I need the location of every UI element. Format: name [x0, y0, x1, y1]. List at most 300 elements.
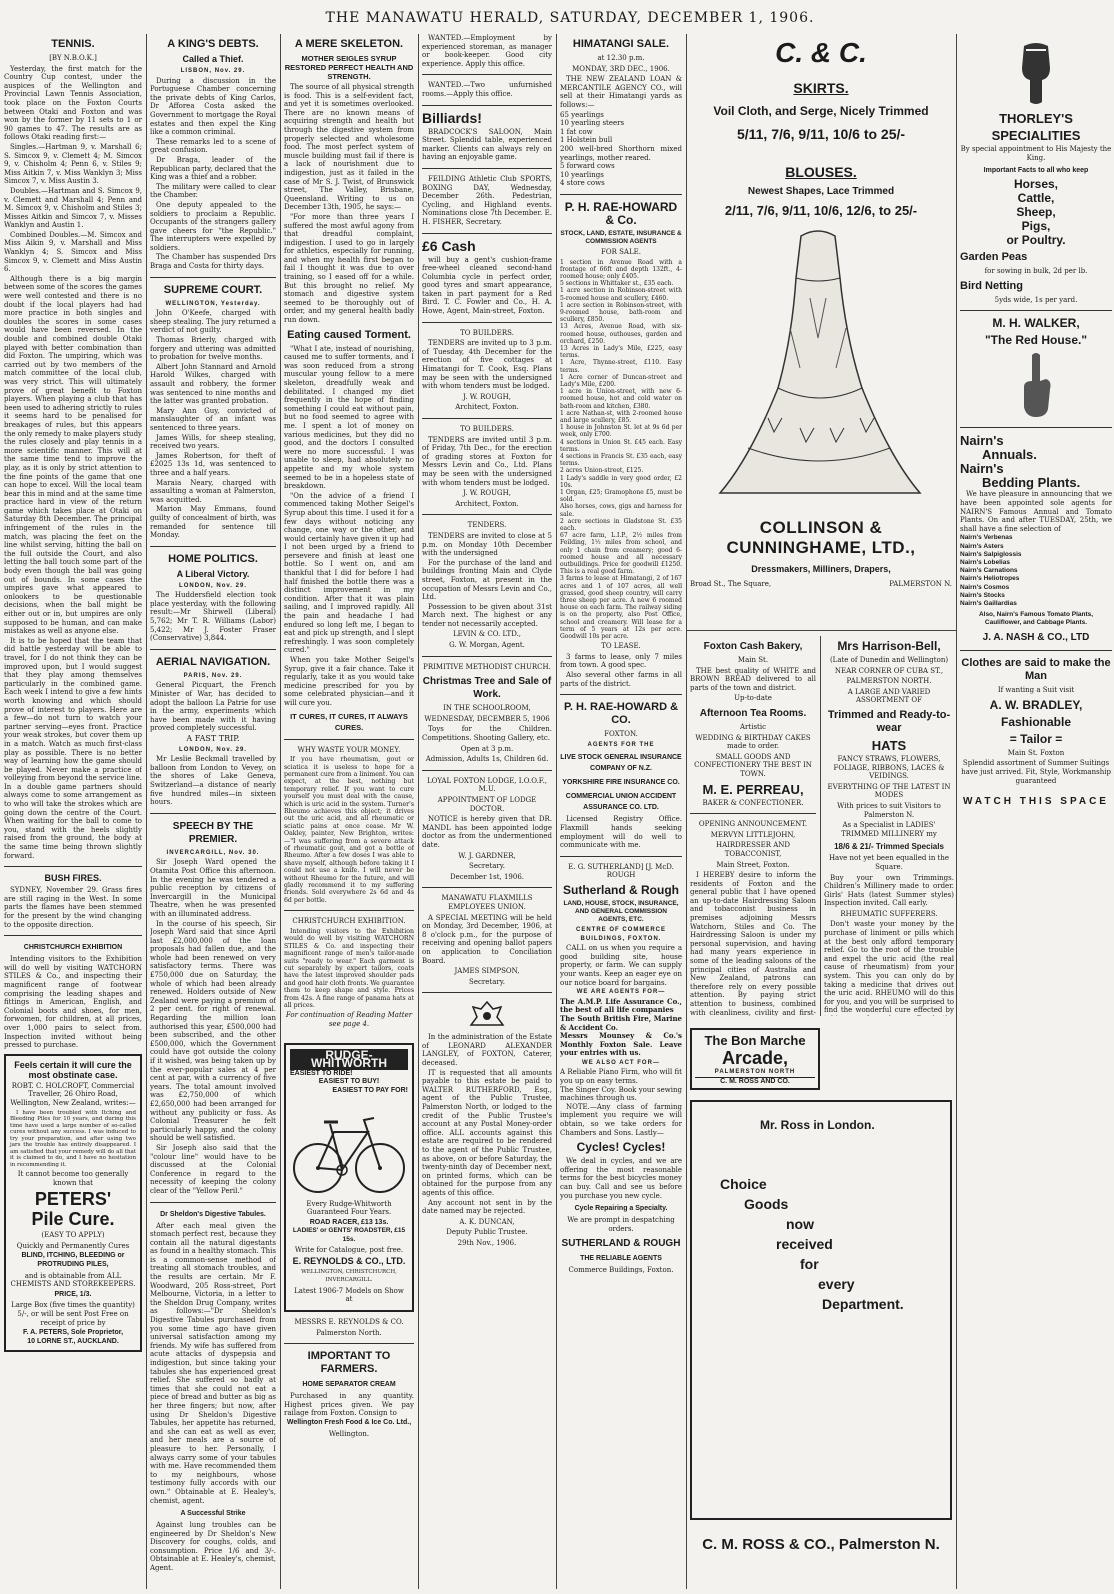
property-item: 4 sections in Union St. £45 each. Easy terms. — [560, 438, 682, 453]
christmas-open: Open at 3 p.m. — [460, 744, 514, 753]
piles-brand: PETERS' — [34, 1189, 112, 1210]
stock-item: 10 yearlings — [560, 170, 604, 179]
bon-marche-town: PALMERSTON NORTH — [714, 1069, 796, 1075]
piles-address: 10 LORNE ST., AUCKLAND. — [27, 1337, 119, 1345]
bell-town: PALMERSTON NORTH. — [846, 677, 932, 686]
church-title: PRIMITIVE METHODIST CHURCH. — [423, 662, 551, 671]
plant-item: Nairn's Lobelias — [960, 558, 1010, 566]
stock-item: 1 fat cow — [560, 127, 593, 136]
plant-item: Nairn's Cosmos — [960, 583, 1010, 591]
classified-ad: THE NEW ZEALAND LOAN & MERCANTILE AGENCY CO., will sell at their Himatangi yards as follows:— — [560, 75, 682, 109]
divider — [422, 168, 552, 169]
property-item: 2 acre sections in Gladstone St. £35 each. — [560, 517, 682, 533]
property-item: 13 Acres in Lady's Mile, £225, easy terms. — [560, 344, 682, 360]
article-para: Maraia Neary, charged with assaulting a woman at Palmerston, was acquitted. — [150, 478, 276, 504]
barber-role: HAIRDRESSER AND TOBACCONIST, — [715, 841, 791, 858]
divider — [560, 694, 682, 695]
for-sale-label: FOR SALE. — [601, 247, 641, 256]
plant-item: Nairn's Heliotropes — [960, 575, 1020, 583]
now-line: now — [786, 1216, 814, 1232]
column-rule — [820, 636, 821, 1016]
dateline: LONDON, Nov. 29. — [179, 746, 247, 753]
divider — [150, 546, 276, 547]
divider — [150, 649, 276, 650]
article-para: John O'Keefe, charged with sheep stealing. The jury returned a verdict of not guilty. — [150, 309, 276, 335]
cc-address-row — [690, 580, 952, 588]
article-para: Intending visitors to the Exhibition would do well by visiting WATCHORN STILES & Co. and inspecting their magnificent range of men's tailor-made suits "ready to wear." Each garment is cut separately by expert tailors, coats have the latest improved shoulder pads and good hair cloth fronts. We guarantee them to keep shape and style. Prices from 42s. A fine range of panama hats at all prices. — [284, 927, 414, 1009]
fast-trip-title: A FAST TRIP. — [186, 734, 240, 743]
column-rule — [280, 34, 281, 1589]
farmers-title: IMPORTANT TO FARMERS. — [307, 1350, 391, 1376]
bakery-and-barber — [690, 636, 816, 1016]
christmas-title: Christmas Tree and Sale of Work. — [422, 676, 552, 701]
property-item: 4 sections in Francis St. £35 each, easy terms. — [560, 452, 682, 468]
bon-marche-box — [690, 1100, 952, 1520]
divider — [960, 650, 1112, 651]
home-politics-title: HOME POLITICS. — [168, 552, 258, 565]
dateline: WELLINGTON, Yesterday. — [165, 300, 261, 307]
article-para: The Huddersfield election took place yesterday, with the following result:—Mr Shirwell (Liberal) 5,762; Mr T. R. Williams (Labor) 5,422; Mr J. Foster Fraser (Conservative) 3,844. — [150, 591, 276, 643]
property-list — [560, 259, 682, 641]
article-para: James Robertson, for theft of £2025 13s 1d, was sentenced to three and a half years. — [150, 451, 276, 477]
bradley-para: Splendid assortment of Summer Suitings have just arrived. Fit, Style, Workmanship guaranteed — [961, 759, 1111, 785]
barber-name: MERVYN LITTLEJOHN, — [710, 830, 796, 839]
agents-label: WE ARE AGENTS FOR— — [576, 989, 666, 996]
for-line: for — [800, 1256, 819, 1272]
pigs-label: Pigs, — [1021, 219, 1051, 234]
sutherland-rough-subtitle: LAND, HOUSE, STOCK, INSURANCE, AND GENERAL COMMISSION AGENTS, ETC. — [563, 899, 679, 923]
bell-special: As a Specialist in LADIES' TRIMMED MILLINERY my — [841, 821, 937, 838]
bell-special-prices: 18/6 & 21/- Trimmed Specials — [834, 842, 944, 852]
article-para: Sir Joseph Ward opened the Otamita Post Office this afternoon. In the evening he was tendered a public reception by citizens of Invercargill in the Municipal Theatre, when he was presented with an illuminated address. — [150, 858, 276, 918]
local-dealer-town: Palmerston North. — [316, 1328, 382, 1337]
rudge-dealer-address: WELLINGTON, CHRISTCHURCH, INVERCARGILL. — [301, 1268, 397, 1284]
tennis-para: It is to be hoped that the team that did battle yesterday will be able to travel, for I do not think they can be improved upon, but I would suggest that they play among themselves particularly in the combined game. Each week I intend to give a few hints worth knowing and which should prove of interest to players. Here are a few—do not turn to watch your partner serving—eyes front. Practice your weak strokes, but cover them up in a match. Watch as much first-class play as possible. There is no better way of learning how the game should be played. Never make a practice of volleying from beyond the service line. In a double game partners should always come to some arrangement as to who will take the strokes which are going down the centre of the Court. When waiting for the ball to come to you, stand with the heels slightly raised from the ground, the body at the same time being thrown slightly forward. — [4, 636, 142, 860]
classified-ad: We deal in cycles, and we are offering the most reasonable terms for the best bicycles money can buy. Call and see us before you purchase you new cycle. — [560, 1157, 682, 1200]
classified-ad: will buy a gent's cushion-frame free-wheel cleaned second-hand Columbia cycle in perfect order, good tyres and smart appearance, taken in part payment for a Red Bird. T. C. Fowler and Co., H. A. Howe, Agent, Main-street, Foxton. — [422, 255, 552, 316]
thorley-facts: Important Facts to all who keep — [983, 167, 1089, 175]
notice-date: 29th Nov., 1906. — [457, 1238, 517, 1247]
divider — [686, 630, 956, 631]
bird-netting-title: Bird Netting — [960, 279, 1023, 292]
bird-netting-price: 5yds wide, 1s per yard. — [994, 295, 1078, 304]
nairn-annuals: Annuals. — [982, 447, 1037, 463]
divider — [422, 418, 552, 419]
column-3 — [284, 34, 414, 1589]
continuation-note: For continuation of Reading Matter see page 4. — [285, 1011, 413, 1028]
union-title: MANAWATU FLAXMILLS EMPLOYEES UNION. — [441, 894, 533, 911]
christmas-location: IN THE SCHOOLROOM, — [443, 704, 531, 713]
nairn-bedding: Nairn's — [960, 461, 1004, 477]
agents-label: AGENTS FOR THE — [587, 741, 655, 748]
sale-date: MONDAY, 3RD DEC., 1906. — [572, 64, 670, 73]
skirts-prices: 5/11, 7/6, 9/11, 10/6 to 25/- — [736, 126, 906, 142]
divider — [284, 910, 414, 911]
signature: J. W. ROUGH, — [463, 489, 511, 498]
tennis-para: Doubles.—Hartman and S. Simcox 9, v. Clemett and Marshall 4; Penn and M. Simcox 9, v. Chisholm and Stiles 3; Misses Aitkin and Simcox 7, v. Misses Wanklyn and Austin 1. — [4, 186, 142, 230]
stock-list — [560, 111, 682, 188]
bell-para: Buy your own Trimmings. Children's Millinery made to order. Girls' Hats (latest Summer styles) Inspection invited. Call early. — [824, 873, 954, 908]
column-4 — [422, 34, 552, 1589]
sutherland-rough-footer: SUTHERLAND & ROUGH — [561, 1238, 681, 1250]
home-politics-subtitle: A Liberal Victory. — [176, 568, 250, 579]
bell-address: NEAR CORNER OF CUBA ST., — [834, 666, 944, 675]
column-rule — [556, 34, 557, 1589]
property-item: 1 acre in Union-street, with new 6-roomed house, hot and cold water on bath-room and kitchen, £380. — [560, 388, 682, 410]
property-item: 1 Lady's saddle in very good order, £2 10s. — [560, 474, 682, 489]
divider — [422, 992, 552, 993]
tennis-para: Although there is a big margin between some of the scores the games were well contested and there is no doubt if the local players had had more practice in both singles and doubles the scores in some cases would have been reversed. In the double and combined double Otaki played with better combination than did Foxton. The umpiring, which was carried out by two members of the match committee of the local club, was very strict. This will ultimately prove of great benefit to Foxton players. When playing a club that has been used to adhering strictly to rules it seems hard to be penalised for breakages of rules, but this appears the only remedy to make players study the rules closely and play tennis in a more scientific manner. This will at the same time tend to improve the play, as it is only by strict attention to the fine points of the game that one can hope to excel. Will the local team bear this in mind and at the same time practice hard in view of the return game which takes place at Otaki on Saturday 8th December. The principal infringement of the rules in the match, was placing the feet on the line whilst serving, hitting the ball on the full outside the Court, and also letting the ball touch some part of the body even though the ball was going out of bounds. In some cases the umpires gave what appeared to onlookers to be questionable decisions, when the ball might be either out or in, but umpires are only supposed to be human, and can make mistakes as well as anyone else. — [4, 274, 142, 636]
bell-trimmed: Trimmed and Ready-to-wear — [827, 708, 951, 734]
classified-ad: FEILDING Athletic Club SPORTS, BOXING DAY, Wednesday, December 26th. Pedestrian, Cycling, and Highland events. Nominations close 7th December. E. H. FISHER, Secretary. — [422, 174, 552, 226]
piles-kinds: BLIND, ITCHING, BLEEDING or PROTRUDING PILES, — [21, 1252, 125, 1268]
classified-ad: IT is requested that all amounts payable to this estate be paid to WALTER RUTHERFORD, Esq., agent of the Public Trustee, Palmerston North, or lodged to the credit of the Public Trustee's account at any Postal Money-order office. ALL accounts against this estate are required to be rendered to the agent of the Public Trustee, as above, on or before Saturday, the twenty-ninth day of December next, on printed forms, which can be obtained for the purpose from any agents of this office. — [422, 1068, 552, 1197]
tennis-byline: [BY N.B.O.K.] — [49, 54, 97, 62]
property-item: 1 Acre corner of Duncan-street and Lady's Mile, £200. — [560, 373, 682, 388]
classified-ad: WANTED.—Employment by experienced storeman, as manager or book-keeper. Good city experience. Apply this office. — [422, 34, 552, 68]
classified-ad: WANTED.—Two unfurnished rooms.—Apply this office. — [422, 81, 552, 98]
classified-ad: TENDERS are invited until 3 p.m. of Friday, 7th Dec., for the erection of grading stores at Foxton for Messrs Levin and Co., Ltd. Plans may be seen with the undersigned with whom tenders must be lodged. — [422, 435, 552, 487]
article-para: The Chamber has suspended Drs Braga and Costa for thirty days. — [150, 253, 276, 271]
article-para: These remarks led to a scene of great confusion. — [150, 137, 276, 155]
property-item: 1 Organ, £25; Gramophone £5, must be sold. — [560, 489, 682, 504]
ross-london: Mr. Ross in London. — [760, 1118, 875, 1132]
divider — [422, 656, 552, 657]
divider — [422, 322, 552, 323]
piles-proprietor: F. A. PETERS, Sole Proprietor, — [22, 1329, 124, 1337]
divider — [960, 310, 1112, 311]
classified-ad: TENDERS are invited up to 3 p.m. of Tuesday, 4th December for the erection of five cottages at Himatangi for T. Cook, Esq. Plans may be seen with the undersigned with whom tenders must be lodged. — [422, 339, 552, 391]
bell-name: Mrs Harrison-Bell, — [837, 639, 941, 653]
barber-address: Main Street, Foxton. — [716, 860, 790, 869]
article-para: The military were called to clear the Chamber. — [150, 182, 276, 200]
signature: J. W. ROUGH, — [463, 392, 511, 401]
piles-testimonial-from: ROBT. C. HOLCROFT, Commercial Traveller, 26 Ohiro Road, Wellington, New Zealand, writes:— — [10, 1081, 136, 1107]
signature: LEVIN & CO. LTD., — [452, 630, 522, 639]
agency-item: A Reliable Piano Firm, who will fit you up on easy terms. — [560, 1068, 682, 1086]
column-rule — [418, 34, 419, 1589]
piles-ad — [4, 1054, 142, 1353]
bon-marche-footer: C. M. ROSS & CO., Palmerston N. — [702, 1536, 940, 1553]
buildings-line: Commerce Buildings, Foxton. — [568, 1266, 674, 1275]
property-item: Also horses, cows, gigs and harness for sale. — [560, 503, 682, 518]
plant-item: Nairn's Gaillardias — [960, 599, 1017, 607]
classified-ad: Toys for the Children. Competitions. Shooting Gallery, etc. — [422, 725, 552, 743]
eating-title: Eating caused Torment. — [287, 328, 411, 341]
christmas-admission: Admission, Adults 1s, Children 6d. — [425, 755, 549, 764]
exhibition-para: Intending visitors to the Exhibition will do well by visiting WATCHORN STILES & Co., and inspecting their magnificent range of footwear comprising the leading shapes and fittings in American, English, and Colonial boots and shoes, for men, forwomen, for children, at all prices, over 1,000 pairs to select from. Inspection invited without being pressed to purchase. — [4, 955, 142, 1050]
stock-item: 1 Holstein bull — [560, 136, 613, 145]
dateline: INVERCARGILL, Nov. 30. — [166, 849, 260, 856]
agency-item: Messrs Mounsey & Co.'s Monthly Foxton Sale. Leave your entries with us. — [560, 1031, 682, 1058]
tennis-para: Singles.—Hartman 9, v. Marshall 6; S. Simcox 9, v. Clemett 4; M. Simcox 9, v. Chisholm 4; Penn 6, v. Stiles 9; Miss Aitkin 7, v. Miss Wanklyn 3; Miss Simcox 7, v. Miss Austin 3. — [4, 142, 142, 186]
article-para: "On the advice of a friend I commenced taking Mother Seigel's Syrup about this time. I used it for a few days without noticing any change, one way or the other, and would certainly have given it up had I not been urged by a friend to persevere and finish at least one bottle. So I went on, and am thankful that I did for before I had half finished the bottle there was a distinct improvement in my condition. After that it was plain sailing, and I improved rapidly. All the pain and headache I had endured so long left me, I began to eat and pick up strength, and I slept refreshingly. I was soon completely cured." — [284, 491, 414, 655]
piles-price: PRICE, 1/3. — [54, 1290, 92, 1298]
divider — [960, 427, 1112, 428]
waste-title: WHY WASTE YOUR MONEY. — [297, 745, 401, 754]
cures-line: IT CURES, IT CURES, IT ALWAYS CURES. — [290, 711, 408, 732]
rae-howard-title-2: P. H. RAE-HOWARD & CO. — [563, 701, 679, 727]
article-para: In the course of his speech, Sir Joseph Ward said that since April last £2,000,000 of the loan proposals had fallen due, and the whole had been renewed on very satisfactory terms. There was £750,000 due on Saturday, the whole of which had been already renewed. Holders outside of New Zealand were paying a premium of 2 per cent. for right of renewal. Regarding the million loan authorised this year, £500,000 had been subscribed, and the other £500,000, which the Government could have got outside the colony if it wished, was being taken up by the ever-popular sales at 4 per cent at par, with a currency of five years. The total amount involved was £2,750,000 of which £2,650,000 had been arranged for without any publicity or fuss. As Colonial Treasurer he felt particularly happy, and the colony should be well satisfied. — [150, 919, 276, 1143]
classified-ad: Also several other farms in all parts of the district. — [560, 671, 682, 688]
exhibition-title: CHRISTCHURCH EXHIBITION. — [292, 917, 406, 926]
cc-firm-name: COLLINSON & CUNNINGHAME, LTD., — [726, 518, 916, 557]
piles-product: Pile Cure. — [31, 1209, 115, 1230]
article-para: When you take Mother Seigel's Syrup, give it a fair chance. Take it regularly, take it as you would take medicine prescribed for you by some celebrated physician—and it will cure you. — [284, 656, 414, 707]
barber-para: I HEREBY desire to inform the residents of Foxton and the general public that I have opened an up-to-date Hairdressing Saloon and tobacconist business in premises adjoining Messrs Watchorn, Stiles and Co. The Hairdressing Saloon is under my personal supervision, and having had many years experience in some of the leading saloons of the principal cities of Australia and New Zealand, patrons can therefore rely on every possible attention. By paying strict attention to business, combined with cleanliness, civility and first- — [690, 871, 816, 1016]
prompt-line: We are prompt in despatching orders. — [567, 1216, 675, 1233]
plant-item: Nairn's Salpiglossis — [960, 550, 1022, 558]
piles-headline: Feels certain it will cure the most obstinate case. — [14, 1059, 132, 1080]
sutherland-rough-title: Sutherland & Rough — [563, 882, 679, 897]
insurance-company: LIVE STOCK GENERAL INSURANCE COMPANY OF N.Z. — [560, 754, 682, 773]
divider — [150, 1202, 276, 1203]
rudge-whitworth-logo: RUDGE-WHITWORTH — [290, 1049, 408, 1070]
cc-firm-subtitle: Dressmakers, Milliners, Drapers, — [751, 564, 891, 574]
fashion-line: Fashionable — [1000, 714, 1071, 729]
bakery-para: THE best quality of WHITE and BROWN BREAD delivered to all parts of the town and district. — [690, 666, 816, 692]
classified-ad: Any account not sent in by the date named may be rejected. — [422, 1198, 552, 1216]
piles-sold: and is obtainable from ALL CHEMISTS AND STOREKEEPERS. — [10, 1271, 136, 1289]
article-para: Purchased in any quantity. Highest prices given. We pay railage from Foxton. Consign to — [284, 1392, 414, 1418]
bakery-utd: Up-to-date — [734, 694, 772, 703]
farmers-town: Wellington. — [328, 1429, 370, 1438]
column-rule — [686, 34, 687, 1589]
bell-late: (Late of Dunedin and Wellington) — [829, 656, 949, 664]
divider — [690, 813, 816, 814]
tenders-title: TO BUILDERS. — [460, 328, 514, 337]
tenders-title: TO BUILDERS. — [460, 425, 514, 433]
article-para: After each meal given the stomach perfect rest, because they contain all the natural digestants as found in a healthy stomach. This is a common-sense method of treating all stomach troubles, and the results are certain. Mr F. Woodward, 205 Ross-street, Port Melbourne, Victoria, in a letter to the Sheldon Drug Company, writes as follows:—"Dr Sheldon's Digestive Tabules purchased from you some time ago have given universal satisfaction among my friends. My wife has suffered from acute attacks of dyspepsia and indigestion, but since taking your tabules she has experienced great relief. She suffered so badly at times that she could not eat a piece of bread and butter as big as her three fingers; but now, after using Dr Sheldon's Digestive Tabules, her appetite has returned, and she can eat as well as ever, and her meals are a source of pleasure to her. Personally, I always carry some of your tabules with me. Have recommended them to my neighbours, whose testimony fully accords with our own." Obtainable at E. Healey's, chemist, agent. — [150, 1221, 276, 1505]
collinson-cunninghame-ad — [690, 36, 952, 624]
rae-howard-subtitle: STOCK, LAND, ESTATE, INSURANCE & COMMISSION AGENTS — [560, 229, 682, 245]
walker-name: M. H. WALKER, — [992, 316, 1080, 331]
coat-of-arms-icon — [467, 999, 507, 1029]
classified-ad: Licensed Registry Office. Flaxmill hands seeking employment will do well to communicate with me. — [560, 815, 682, 850]
column-1 — [4, 34, 142, 1589]
rheumatic-para: Don't waste your money by the purchase of liniment or pills which at the best only afford temporary relief. Go to the root of the trouble and expel the uric acid (the real cause of rheumatism) from your system. This you can only do by taking a medicine that drives out the uric acid. RHEUMO will do this for you, and you will be surprised to find the wonderful cure effected by — [824, 920, 954, 1015]
rudge-price: LADIES' or GENTS' ROADSTER, £15 15s. — [292, 1227, 406, 1243]
classified-ad: BRADCOCK'S SALOON, Main Street. Splendid table, experienced marker. Clients can always rely on having an enjoyable game. — [422, 127, 552, 162]
partner-names: E. G. SUTHERLAND] [J. McD. ROUGH — [568, 862, 674, 880]
rudge-price: ROAD RACER, £13 13s. — [309, 1218, 389, 1226]
divider — [560, 856, 682, 857]
insurance-company: YORKSHIRE FIRE INSURANCE CO. — [562, 779, 680, 787]
bakery-title: Foxton Cash Bakery, — [703, 641, 803, 652]
stock-item: 4 store cows — [560, 179, 605, 188]
divider — [4, 935, 142, 936]
tailor-line: = Tailor = — [1009, 731, 1063, 746]
plants-also: Also, Nairn's Famous Tomato Plants, Cauliflower, and Cabbage Plants. — [978, 611, 1094, 627]
stock-item: 5 forward cows — [560, 162, 615, 171]
property-item: 1 acre Nathan-st, with 2-roomed house and large scullery, £85. — [560, 409, 682, 424]
dateline: LONDON, Nov. 29. — [179, 582, 247, 589]
article-para: General Picquart, the French Minister of War, has decided to adopt the balloon La Patrie for use in the army, experiments which have been made with it having proved completely successful. — [150, 681, 276, 733]
to-lease-label: TO LEASE. — [601, 642, 641, 651]
cycles-title: Cycles! Cycles! — [576, 1140, 666, 1155]
sheep-label: Sheep, — [1016, 205, 1056, 220]
repair-line: Cycle Repairing a Specialty. — [574, 1205, 668, 1213]
dateline: PARIS, Nov. 29. — [183, 672, 243, 679]
nairn-para: We have pleasure in announcing that we have been appointed sole agents for NAIRN'S Famous Annual and Tomato Plants. On and after TUESDAY, 25th, we shall have a fine selection of — [960, 490, 1112, 533]
harrison-bell-ad — [824, 636, 954, 1016]
classified-ad: 3 farms to lease, only 7 miles from town. A good spec. — [560, 652, 682, 670]
nairn-bedding: Bedding Plants. — [982, 475, 1081, 491]
classified-ad: In the administration of the Estate of LEONARD ALEXANDER LANGLEY, of FOXTON, Caterer, deceased. — [422, 1033, 552, 1068]
property-item: 2 acres Union-street, £125. — [560, 467, 644, 475]
bon-marche-ad — [690, 1028, 952, 1586]
premier-title: SPEECH BY THE PREMIER. — [172, 820, 254, 845]
bicycle-illustration — [290, 1098, 408, 1198]
property-item: 5 sections in Whittaker st., £35 each. — [560, 280, 674, 288]
divider — [150, 277, 276, 278]
nairn-annuals: Nairn's — [960, 433, 1004, 449]
article-para: Sir Joseph also said that the "colour line" would have to be discussed at the Colonial Conference in regard to the necessity of keeping the colony clear of the "Yellow Peril." — [150, 1143, 276, 1195]
divider — [560, 194, 682, 195]
article-para: Thomas Brierly, charged with forgery and uttering was admitted to probation for twelve months. — [150, 336, 276, 362]
tennis-para: Yesterday, the first match for the Country Cup contest, under the auspices of the Wellington and Provincial Lawn Tennis Association, took place on the Foxton Courts between Otaki and Foxton and was won by the former by 11 sets to 1 or 90 games to 47. The results are as follows Otaki reading first:— — [4, 64, 142, 142]
hat-illustration — [1006, 38, 1066, 108]
clothes-headline: Clothes are said to make the Man — [961, 657, 1111, 683]
department-line: Department. — [822, 1296, 904, 1312]
tea-rooms-title: Afternoon Tea Rooms. — [699, 707, 807, 719]
article-para: "For more than three years I suffered the most awful agony from that dreadful complaint, indigestion. I used to go in largely for athletics, especially for running, and when my health first began to fail I thought it was due to over training, so I eased off for a while. But this brought no relief. My stomach and digestive system seemed to be thoroughly out of order, and my general health badly run down. — [284, 212, 414, 325]
pointing-hand-icon — [1016, 351, 1056, 421]
bush-fires-title: BUSH FIRES. — [44, 873, 102, 884]
lodge-subtitle: APPOINTMENT OF LODGE DOCTOR. — [437, 796, 537, 813]
christmas-date: WEDNESDAY, DECEMBER 5, 1906 — [424, 714, 550, 723]
rheumatic-title: RHEUMATIC SUFFERERS. — [840, 909, 938, 918]
divider — [284, 1343, 414, 1344]
article-para: Marion May Emmans, found guilty of concealment of birth, was remanded for sentence till Monday. — [150, 505, 276, 540]
bon-marche-title: The Bon Marche — [704, 1033, 806, 1048]
piles-testimonial: I have been troubled with Itching and Bleeding Piles for 10 years, and during this time have used a large number of so-called cures without any success. I was induced to try your preparation, and after using two jars the trouble has entirely disappeared. I am satisfied that your remedy will do all that it is claimed to do, and I have no hesitation in recommending it. — [10, 1109, 136, 1168]
plant-item: Nairn's Verbenas — [960, 534, 1013, 542]
bakery-cakes: WEDDING & BIRTHDAY CAKES made to order. — [695, 733, 811, 751]
article-para: James Wills, for sheep stealing, received two years. — [150, 433, 276, 451]
bon-marche-owner: C. M. ROSS AND CO. — [695, 1077, 815, 1085]
plant-item: Nairn's Stocks — [960, 591, 1005, 599]
bradley-address: Main St. Foxton — [1007, 748, 1065, 757]
divider — [422, 770, 552, 771]
signature-role: Secretary. — [469, 862, 505, 871]
piles-large: Large Box (five times the quantity) 5/-, or will be sent Post Free on receipt of price by — [11, 1301, 135, 1327]
baker-name: M. E. PERREAU, — [702, 781, 804, 797]
agency-item: The South British Fire, Marine & Accident Co. — [560, 1013, 682, 1032]
agency-item: The A.M.P. Life Assurance Co., the best of all life companies — [560, 996, 682, 1015]
article-para: Against lung troubles can be engineered by Dr Sheldon's New Discovery for coughs, colds, and consumption. Price 1/6 and 3/-. Obtainable at E. Healey's, chemist, Agent. — [150, 1521, 276, 1573]
piles-note: It cannot become too generally known that — [17, 1170, 129, 1187]
divider — [150, 813, 276, 814]
lodge-title: LOYAL FOXTON LODGE, I.O.O.F., M.U. — [426, 776, 548, 794]
divider — [422, 887, 552, 888]
choice-line: Choice — [720, 1176, 767, 1192]
cash-title: £6 Cash — [422, 237, 476, 254]
cc-logo: C. & C. — [775, 37, 867, 68]
bush-fires-para: SYDNEY, November 29. Grass fires are still raging in the West. In some parts the flames have been stemmed for the present by the wind changing to the opposite direction. — [4, 886, 142, 929]
divider — [422, 233, 552, 234]
article-para: Dr Braga, leader of the Republican party, declared that the King was a thief and a robber. — [150, 155, 276, 182]
cc-address: Broad St., The Square, — [690, 580, 772, 588]
poultry-label: or Poultry. — [1006, 233, 1066, 248]
farmers-company: Wellington Fresh Food & Ice Co. Ltd., — [286, 1419, 412, 1426]
bon-marche-logo — [690, 1028, 820, 1090]
property-item: 67 acre farm, L.I.P., 2½ miles from Feilding, 1½ miles from school, and only 1 chain from creamery; good 6-roomed house and all necessary outbuildings. Price for goodwill £1250. This is a real good farm. — [560, 532, 682, 576]
stock-item: 200 well-bred Shorthorn mixed yearlings, mother reared. — [560, 144, 682, 162]
property-item: 1 section in Avenue Road with a frontage of 66ft and depth 132ft., 4-roomed house; only £405. — [560, 258, 682, 280]
garden-peas-price: for sowing in bulk, 2d per lb. — [984, 267, 1088, 276]
classified-ad: For the purchase of the land and buildings fronting Main and Clyde street, Foxton, at present in the occupation of Messrs Levin and Co., Ltd. — [422, 558, 552, 602]
column-2 — [150, 34, 276, 1589]
tennis-para: Combined Doubles.—M. Simcox and Miss Aikin 9, v. Marshall and Miss Wanklyn 4; S. Simcox and Miss Simcox 9, v. Clemett and Miss Austin 6. — [4, 230, 142, 274]
article-para: The source of all physical strength is food. This is a self-evident fact, and yet it is sometimes overlooked. There are no known means of acquiring strength and health but through the digestive system from properly selected and wholesome food. The most perfect system of muscle building must fail if there is a lack of nourishment due to indigestion, just as it failed in the case of Mr S. J. Twist, of Brunswick street, The Valley, Brisbane, Queensland. Writing to us on December 13th, 1905, he says:— — [284, 83, 414, 212]
property-item: 3 farms to lease at Himatangi, 2 of 167 acres and 1 of 107 acres, all well grassed, good sheep country, will carry three sheep per acre. A new 6 roomed house on each farm. The railway siding is on the property, also Post Office, school and creamery. Will lease for a term of 5 years at 12s per acre. Goodwill 10s per acre. — [560, 575, 682, 641]
column-rule — [146, 34, 147, 1589]
blouses-subtitle: Newest Shapes, Lace Trimmed — [747, 186, 895, 197]
rudge-catalogue: Write for Catalogue, post free. — [294, 1246, 404, 1255]
rudge-line: EASIEST TO BUY! — [318, 1078, 380, 1086]
reliable-agents: THE RELIABLE AGENTS — [580, 1255, 662, 1263]
article-para: "What I ate, instead of nourishing, caused me to suffer torments, and I was soon reduced from a strong muscular young fellow to a mere skeleton, dreadfully weak and debilitated. I changed my diet frequently in the hope of finding something I could eat without pain, but no food seemed to agree with me. I spent a lot of money on various medicines, but they did no good, and the doctors I consulted were no more successful. I was unable to sleep, had absolutely no appetite and my whole system seemed to be in a hopeless state of breakdown. — [284, 344, 414, 491]
bon-marche-arcade: Arcade, — [721, 1048, 789, 1068]
stock-item: 65 yearlings — [560, 110, 604, 119]
agents-label: WE ALSO ACT FOR— — [582, 1059, 660, 1066]
bell-not-equalled: Have not yet been equalled in the Square. — [828, 854, 950, 871]
column-rule — [956, 34, 957, 1589]
aerial-navigation-title: AERIAL NAVIGATION. — [155, 655, 271, 668]
kings-debts-subtitle: Called a Thief. — [182, 54, 244, 64]
supreme-court-title: SUPREME COURT. — [163, 283, 263, 296]
every-line: every — [818, 1276, 855, 1292]
rae-howard-town: FOXTON. — [604, 730, 638, 739]
classified-ad: Possession to be given about 31st March next. The highest or any tender not necessarily accepted. — [422, 602, 552, 628]
divider — [422, 105, 552, 106]
bell-hats: HATS — [871, 737, 907, 753]
signature: JAMES SIMPSON, — [454, 967, 520, 976]
classified-ad: TENDERS are invited to close at 5 p.m. on Monday 10th December with the undersigned — [422, 531, 552, 558]
rae-howard-title: P. H. RAE-HOWARD & Co. — [564, 199, 678, 227]
goods-line: Goods — [744, 1196, 789, 1212]
skirts-subtitle: Voil Cloth, and Serge, Nicely Trimmed — [713, 104, 929, 118]
skeleton-title: A MERE SKELETON. — [294, 38, 404, 50]
piles-cures: Quickly and Permanently Cures — [16, 1241, 130, 1250]
horses-label: Horses, — [1013, 177, 1059, 192]
bell-assortment: A LARGE AND VARIED ASSORTMENT OF — [847, 687, 931, 705]
cc-town: PALMERSTON N. — [889, 580, 952, 588]
exhibition-title: CHRISTCHURCH EXHIBITION — [23, 944, 123, 952]
signature-role: Secretary. — [469, 977, 505, 986]
column-5 — [560, 34, 682, 1589]
rudge-caption: Every Rudge-Whitworth Guaranteed Four Years. — [306, 1199, 392, 1217]
classified-ad: NOTE.—Any class of farming implement you require we will obtain, so we take orders for Chambers and Sons. Lastly— — [560, 1102, 682, 1137]
skirts-title: SKIRTS. — [793, 80, 849, 96]
bell-fancy: FANCY STRAWS, FLOWERS, FOLIAGE, RIBBONS, LACES & VEIDINGS. — [833, 754, 945, 781]
insurance-company: COMMERCIAL UNION ACCIDENT ASSURANCE CO. LTD. — [565, 793, 677, 812]
thorley-title: THORLEY'S — [999, 111, 1073, 126]
thorley-appointment: By special appointment to His Majesty the King. — [960, 145, 1112, 162]
property-item: 1 acre section in Robinson-street, with 9-roomed house, bath-room and scullery, £850. — [560, 301, 682, 324]
property-item: 1 acre section in Robinson-street with 5-roomed house and scullery, £460. — [560, 287, 682, 302]
property-item: 1 Acre, Thynne-street, £110. Easy terms. — [560, 359, 682, 374]
rudge-models: Latest 1906-7 Models on Show at — [294, 1286, 404, 1304]
himatangi-title: HIMATANGI SALE. — [572, 38, 670, 50]
signature-role: Architect, Foxton. — [455, 403, 519, 412]
plant-item: Nairn's Asters — [960, 542, 1004, 550]
divider — [422, 514, 552, 515]
skeleton-subtitle: MOTHER SEIGLES SYRUP RESTORED PERFECT HEALTH AND STRENGTH. — [284, 54, 414, 81]
article-para: If you have rheumatism, gout or sciatica it is useless to hope for a permanent cure from a liniment. You can expect, at the best, nothing but temporary relief. If you want to cure yourself you must deal with the cause, which is uric acid in the system. Turner's Rheumo achieves this object; it drives out the uric acid, and all rheumatic or sciatic pains at once cease. Mr W. Oakley, painter, New Brighton, writes:—"I was suffering from a severe attack of rheumatic gout, and got a bottle of Rheumo. After a few doses I was able to shave myself, although before taking it I could not use a knife. I will never be without Rheumo for the future, and will gladly recommend it to my suffering friends. Sold everywhere 2s 6d and 4s 6d per bottle. — [284, 756, 414, 904]
stock-item: 10 yearling steers — [560, 119, 625, 128]
